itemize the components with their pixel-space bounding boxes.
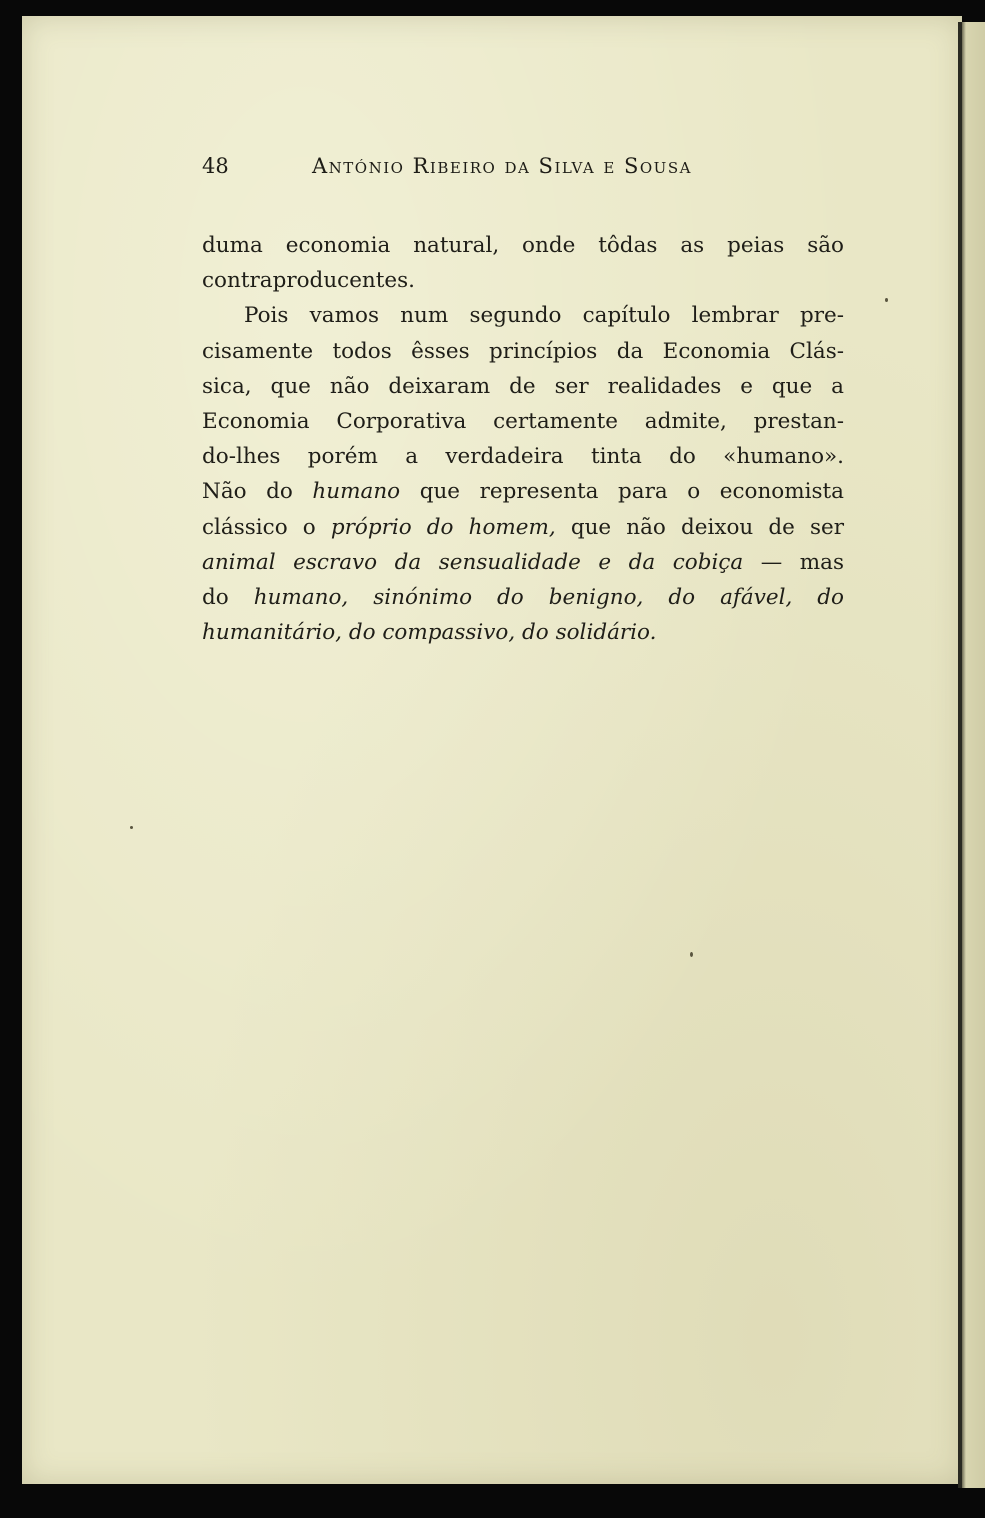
italic-text: animal escravo da sensualidade e da cobiça	[202, 549, 744, 575]
text-line: contraproducentes.	[202, 268, 416, 294]
paper-speck	[690, 952, 693, 957]
running-head: António Ribeiro da Silva e Sousa	[312, 154, 692, 178]
text-line: clássico o próprio do homem, que não deixou de ser	[202, 514, 844, 540]
italic-text: humano	[312, 479, 401, 505]
paper-speck	[885, 298, 888, 302]
facing-page-edge	[962, 22, 985, 1488]
text-line: sica, que não deixaram de ser realidades e que a	[202, 373, 844, 399]
italic-text: humano, sinónimo do benigno, do afável, do	[253, 584, 844, 610]
text-line: Pois vamos num segundo capítulo lembrar pre-	[244, 303, 844, 329]
text-line: Economia Corporativa certamente admite, prestan-	[202, 408, 844, 434]
page-number: 48	[202, 154, 229, 178]
text-line: animal escravo da sensualidade e da cobiça — mas	[202, 549, 844, 575]
text-line: Não do humano que representa para o economista	[202, 479, 844, 505]
text-line: do-lhes porém a verdadeira tinta do «humano».	[202, 444, 844, 470]
text-line: do humano, sinónimo do benigno, do afável, do	[202, 584, 844, 610]
paper-speck	[130, 826, 133, 829]
text-line: duma economia natural, onde tôdas as peias são	[202, 233, 844, 258]
italic-text: humanitário, do compassivo, do solidário.	[202, 620, 657, 646]
text-line	[202, 615, 844, 650]
page-header	[202, 150, 762, 186]
italic-text: próprio do homem,	[330, 514, 556, 540]
body-text	[202, 228, 844, 650]
text-line: cisamente todos êsses princípios da Economia Clás-	[202, 338, 844, 364]
